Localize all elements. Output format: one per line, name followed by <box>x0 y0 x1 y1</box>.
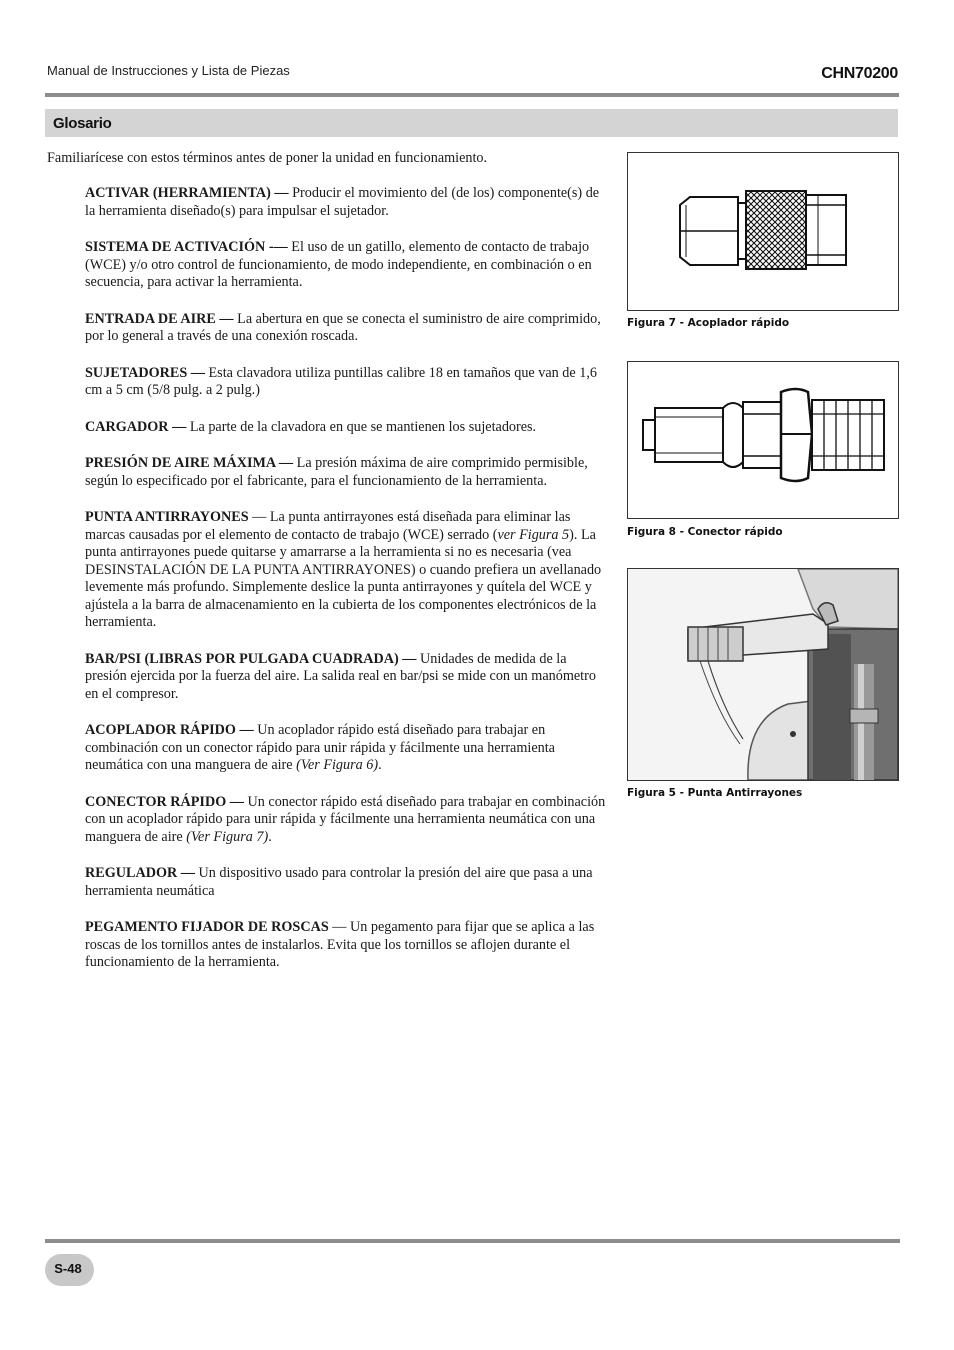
figure-7-frame <box>627 152 899 311</box>
glossary-definition: La abertura en que se conecta el suministro de aire comprimido, por lo general a través de una conexión roscada. <box>85 310 601 344</box>
glossary-term: PEGAMENTO FIJADOR DE ROSCAS <box>85 919 329 935</box>
glossary-term: ENTRADA DE AIRE — <box>85 310 234 327</box>
glossary-term: CONECTOR RÁPIDO — <box>85 793 244 810</box>
glossary-term: BAR/PSI (LIBRAS POR PULGADA CUADRADA) — <box>85 650 417 667</box>
glossary-entry <box>85 651 610 704</box>
glossary-definition: — Un pegamento para fijar que se aplica a las roscas de los tornillos antes de instalarlos. Evita que los tornillos se aflojen durante el funcionamiento de la herramienta. <box>85 919 595 970</box>
glossary-entry <box>85 239 610 292</box>
glossary-entry <box>85 865 610 900</box>
glossary-term: SISTEMA DE ACTIVACIÓN -— <box>85 239 288 255</box>
quick-connector-drawing <box>628 362 898 518</box>
no-mar-tip-photo <box>628 569 898 780</box>
header-rule <box>45 93 899 97</box>
figure-5-frame <box>627 568 899 781</box>
glossary-definition: Esta clavadora utiliza puntillas calibre 18 en tamaños que van de 1,6 cm a 5 cm (5/8 pulg. a 2 pulg.) <box>85 364 597 398</box>
figure-5-caption: Figura 5 - Punta Antirrayones <box>627 787 803 799</box>
glossary-definition: Un acoplador rápido está diseñado para trabajar en combinación con un conector rápido para unir rápida y fácilmente una herramienta neumática con una manguera de aire <box>85 722 555 773</box>
glossary-definition: Producir el movimiento del (de los) componente(s) de la herramienta diseñado(s) para impulsar el sujetador. <box>85 185 600 219</box>
glossary-term: ACTIVAR (HERRAMIENTA) — <box>85 185 289 201</box>
intro-paragraph: Familiarícese con estos términos antes de poner la unidad en funcionamiento. <box>47 150 488 166</box>
page-number: S-48 <box>54 1261 82 1276</box>
figure-reference: (Ver Figura 7) <box>186 828 269 845</box>
glossary-definition: Un conector rápido está diseñado para trabajar en combinación con un acoplador rápido para unir rápida y fácilmente una herramienta neumática con una manguera de aire <box>85 793 606 845</box>
glossary-definition: — La punta antirrayones está diseñada para eliminar las marcas causadas por el elemento de contacto de trabajo (WCE) serrado ( <box>85 509 571 543</box>
glossary-entry <box>85 919 610 972</box>
glossary-entry <box>85 455 610 490</box>
glossary-term: SUJETADORES — <box>85 364 205 381</box>
glossary-definition: El uso de un gatillo, elemento de contacto de trabajo (WCE) y/o otro control de funcionamiento, de modo independiente, en combinación o en secuencia, para activar la herramienta. <box>85 239 592 290</box>
glossary-definition: Unidades de medida de la presión ejercida por la fuerza del aire. La salida real en bar/psi se mide con un manómetro en el compresor. <box>85 650 596 702</box>
figure-7-caption: Figura 7 - Acoplador rápido <box>627 317 790 329</box>
glossary-definition: La parte de la clavadora en que se mantienen los sujetadores. <box>186 418 537 435</box>
glossary-term: CARGADOR — <box>85 418 187 435</box>
figure-reference: (Ver Figura 6) <box>296 757 379 773</box>
glossary-entry <box>85 509 610 632</box>
section-title: Glosario <box>53 115 112 132</box>
glossary-definition: Un dispositivo usado para controlar la presión del aire que pasa a una herramienta neumática <box>85 865 593 899</box>
quick-coupler-drawing <box>628 153 898 310</box>
footer-rule <box>45 1239 900 1243</box>
header-model-number: CHN70200 <box>821 65 898 82</box>
glossary-entry <box>85 419 610 437</box>
section-header-bar <box>45 109 898 137</box>
glossary-entry <box>85 365 610 400</box>
glossary-entry <box>85 185 610 220</box>
glossary-list <box>85 185 610 991</box>
figure-8-caption: Figura 8 - Conector rápido <box>627 526 783 538</box>
figure-8-frame <box>627 361 899 519</box>
glossary-definition: ). La punta antirrayones puede quitarse y amarrarse a la herramienta si no es necesaria (vea DESINSTALACIÓN DE LA PUNTA ANTIRRAYONES) o cuando prefiera un avellanado levemente más profundo. Simplemente deslice la punta antirrayones y quítela del WCE y ajústela a la barra de almacenamiento en la cubierta de los componentes electrónicos de la herramienta. <box>85 526 602 630</box>
glossary-entry <box>85 311 610 346</box>
figure-reference: ver Figura 5 <box>497 526 570 543</box>
glossary-term: REGULADOR — <box>85 865 195 881</box>
glossary-entry <box>85 794 610 847</box>
glossary-entry <box>85 722 610 775</box>
page-number-badge <box>45 1254 94 1286</box>
header-manual-title: Manual de Instrucciones y Lista de Piezas <box>47 63 290 78</box>
glossary-definition: . <box>378 757 382 773</box>
glossary-term: ACOPLADOR RÁPIDO — <box>85 722 254 738</box>
glossary-term: PUNTA ANTIRRAYONES <box>85 509 249 525</box>
glossary-definition: . <box>268 828 272 845</box>
glossary-term: PRESIÓN DE AIRE MÁXIMA — <box>85 455 294 471</box>
glossary-definition: La presión máxima de aire comprimido permisible, según lo especificado por el fabricante, para el funcionamiento de la herramienta. <box>85 455 588 489</box>
